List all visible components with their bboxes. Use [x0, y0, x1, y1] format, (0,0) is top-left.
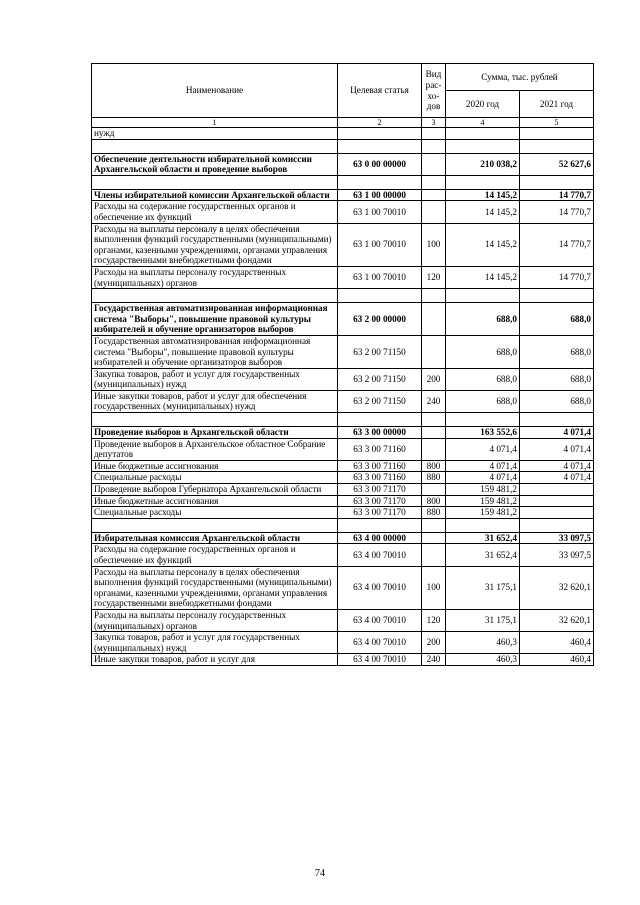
- row-expense-kind: [422, 438, 446, 460]
- row-sum-2020: 31 652,4: [446, 532, 520, 544]
- row-name: Обеспечение деятельности избирательной комиссии Архангельской области и проведение выборов: [92, 153, 338, 175]
- row-expense-kind: [422, 532, 446, 544]
- row-name: Государственная автоматизированная информационная система "Выборы", повышение правовой культуры избирателей и обучение организаторов выборов: [92, 335, 338, 368]
- row-expense-kind: 240: [422, 390, 446, 412]
- row-sum-2020: 159 481,2: [446, 484, 520, 496]
- section-row: [92, 532, 594, 544]
- row-sum-2020: 31 652,4: [446, 544, 520, 566]
- row-sum-2020: 688,0: [446, 303, 520, 336]
- row-sum-2021: 14 770,7: [520, 201, 594, 223]
- table-row: [92, 632, 594, 654]
- row-sum-2020: 31 175,1: [446, 566, 520, 609]
- table-row: [92, 266, 594, 288]
- empty-cell: [520, 518, 594, 532]
- empty-cell: [422, 518, 446, 532]
- empty-cell: [338, 413, 422, 427]
- row-name: Расходы на содержание государственных органов и обеспечение их функций: [92, 201, 338, 223]
- spacer-row: [92, 518, 594, 532]
- row-sum-2021: 52 627,6: [520, 153, 594, 175]
- row-target-article: 63 4 00 00000: [338, 532, 422, 544]
- row-sum-2020: 31 175,1: [446, 609, 520, 631]
- row-sum-2021: [520, 128, 594, 140]
- row-sum-2021: 14 770,7: [520, 266, 594, 288]
- empty-cell: [92, 289, 338, 303]
- spacer-row: [92, 175, 594, 189]
- empty-cell: [422, 175, 446, 189]
- table-row: [92, 368, 594, 390]
- row-expense-kind: 800: [422, 460, 446, 472]
- section-row: [92, 189, 594, 201]
- spacer-row: [92, 139, 594, 153]
- empty-cell: [422, 413, 446, 427]
- row-name: Проведение выборов Губернатора Архангельской области: [92, 484, 338, 496]
- row-target-article: 63 3 00 00000: [338, 427, 422, 439]
- page-number: 74: [315, 868, 325, 879]
- section-row: [92, 427, 594, 439]
- empty-cell: [92, 413, 338, 427]
- row-target-article: 63 3 00 71170: [338, 484, 422, 496]
- table-row: [92, 507, 594, 519]
- row-name: Государственная автоматизированная информационная система "Выборы", повышение правовой культуры избирателей и обучение организаторов выборов: [92, 303, 338, 336]
- table-row: [92, 390, 594, 412]
- row-sum-2021: 33 097,5: [520, 532, 594, 544]
- row-name: Иные закупки товаров, работ и услуг для обеспечения государственных (муниципальных) нужд: [92, 390, 338, 412]
- row-sum-2021: 460,4: [520, 632, 594, 654]
- row-target-article: 63 2 00 71150: [338, 335, 422, 368]
- row-target-article: 63 4 00 70010: [338, 654, 422, 666]
- row-sum-2020: 460,3: [446, 632, 520, 654]
- empty-cell: [92, 175, 338, 189]
- row-name: Закупка товаров, работ и услуг для государственных (муниципальных) нужд: [92, 632, 338, 654]
- table-row: [92, 472, 594, 484]
- row-expense-kind: 200: [422, 632, 446, 654]
- row-sum-2020: 159 481,2: [446, 495, 520, 507]
- row-name: Расходы на выплаты персоналу в целях обеспечения выполнения функций государственными (муниципальными) органами, казенными учреждениями, органами управления государственными внебюджетными фондами: [92, 566, 338, 609]
- column-number: 5: [520, 118, 594, 128]
- header-year-2021: 2021 год: [520, 91, 594, 118]
- row-name: нужд: [92, 128, 338, 140]
- empty-cell: [446, 289, 520, 303]
- row-target-article: 63 2 00 71150: [338, 368, 422, 390]
- row-sum-2021: 4 071,4: [520, 460, 594, 472]
- table-row: [92, 335, 594, 368]
- row-expense-kind: [422, 484, 446, 496]
- row-target-article: 63 3 00 71160: [338, 460, 422, 472]
- row-sum-2021: 460,4: [520, 654, 594, 666]
- row-name: Специальные расходы: [92, 472, 338, 484]
- empty-cell: [92, 518, 338, 532]
- row-target-article: 63 3 00 71160: [338, 438, 422, 460]
- row-expense-kind: 880: [422, 472, 446, 484]
- row-expense-kind: [422, 427, 446, 439]
- row-expense-kind: [422, 153, 446, 175]
- row-sum-2020: 14 145,2: [446, 189, 520, 201]
- row-name: Расходы на выплаты персоналу государственных (муниципальных) органов: [92, 609, 338, 631]
- row-target-article: 63 3 00 71170: [338, 495, 422, 507]
- table-row: [92, 223, 594, 266]
- row-sum-2021: 688,0: [520, 390, 594, 412]
- empty-cell: [446, 518, 520, 532]
- row-expense-kind: 800: [422, 495, 446, 507]
- row-sum-2020: 4 071,4: [446, 472, 520, 484]
- row-name: Проведение выборов в Архангельской области: [92, 427, 338, 439]
- row-sum-2020: 4 071,4: [446, 460, 520, 472]
- row-target-article: 63 2 00 71150: [338, 390, 422, 412]
- empty-cell: [338, 139, 422, 153]
- row-sum-2021: [520, 484, 594, 496]
- row-sum-2020: 14 145,2: [446, 201, 520, 223]
- table-row: [92, 128, 594, 140]
- row-target-article: [338, 128, 422, 140]
- row-sum-2020: 14 145,2: [446, 266, 520, 288]
- table-row: [92, 609, 594, 631]
- table-row: [92, 566, 594, 609]
- row-sum-2020: 460,3: [446, 654, 520, 666]
- row-sum-2021: 4 071,4: [520, 472, 594, 484]
- row-name: Расходы на содержание государственных органов и обеспечение их функций: [92, 544, 338, 566]
- row-sum-2021: 4 071,4: [520, 438, 594, 460]
- row-target-article: 63 0 00 00000: [338, 153, 422, 175]
- row-target-article: 63 3 00 71160: [338, 472, 422, 484]
- header-expense-kind: Вид рас-хо-дов: [422, 64, 446, 118]
- row-expense-kind: [422, 189, 446, 201]
- row-expense-kind: [422, 303, 446, 336]
- empty-cell: [520, 413, 594, 427]
- empty-cell: [422, 139, 446, 153]
- row-sum-2021: 33 097,5: [520, 544, 594, 566]
- row-sum-2020: 159 481,2: [446, 507, 520, 519]
- row-sum-2021: 14 770,7: [520, 223, 594, 266]
- column-number: 3: [422, 118, 446, 128]
- row-name: Расходы на выплаты персоналу государственных (муниципальных) органов: [92, 266, 338, 288]
- table-row: [92, 201, 594, 223]
- row-name: Расходы на выплаты персоналу в целях обеспечения выполнения функций государственными (муниципальными) органами, казенными учреждениями, органами управления государственными внебюджетными фондами: [92, 223, 338, 266]
- empty-cell: [338, 289, 422, 303]
- row-expense-kind: [422, 335, 446, 368]
- empty-cell: [520, 139, 594, 153]
- row-target-article: 63 1 00 00000: [338, 189, 422, 201]
- header-sum: Сумма, тыс. рублей: [446, 64, 594, 91]
- row-sum-2020: 688,0: [446, 390, 520, 412]
- table-row: [92, 484, 594, 496]
- empty-cell: [338, 518, 422, 532]
- table-row: [92, 544, 594, 566]
- row-name: Иные бюджетные ассигнования: [92, 460, 338, 472]
- row-name: Иные закупки товаров, работ и услуг для: [92, 654, 338, 666]
- row-sum-2020: [446, 128, 520, 140]
- row-target-article: 63 1 00 70010: [338, 266, 422, 288]
- empty-cell: [446, 139, 520, 153]
- row-sum-2021: 4 071,4: [520, 427, 594, 439]
- row-target-article: 63 4 00 70010: [338, 566, 422, 609]
- row-sum-2021: [520, 507, 594, 519]
- row-sum-2021: 688,0: [520, 368, 594, 390]
- column-number-row: [92, 118, 594, 128]
- row-name: Иные бюджетные ассигнования: [92, 495, 338, 507]
- row-sum-2021: 32 620,1: [520, 609, 594, 631]
- empty-cell: [520, 289, 594, 303]
- row-expense-kind: 120: [422, 266, 446, 288]
- row-expense-kind: [422, 544, 446, 566]
- empty-cell: [422, 289, 446, 303]
- spacer-row: [92, 413, 594, 427]
- header-year-2020: 2020 год: [446, 91, 520, 118]
- row-sum-2020: 4 071,4: [446, 438, 520, 460]
- row-sum-2020: 688,0: [446, 368, 520, 390]
- row-target-article: 63 3 00 71170: [338, 507, 422, 519]
- row-name: Проведение выборов в Архангельское областное Собрание депутатов: [92, 438, 338, 460]
- row-name: Члены избирательной комиссии Архангельской области: [92, 189, 338, 201]
- row-target-article: 63 1 00 70010: [338, 223, 422, 266]
- row-sum-2020: 210 038,2: [446, 153, 520, 175]
- row-name: Закупка товаров, работ и услуг для государственных (муниципальных) нужд: [92, 368, 338, 390]
- row-expense-kind: 200: [422, 368, 446, 390]
- row-expense-kind: [422, 201, 446, 223]
- section-row: [92, 303, 594, 336]
- row-target-article: 63 4 00 70010: [338, 632, 422, 654]
- row-target-article: 63 4 00 70010: [338, 544, 422, 566]
- row-name: Специальные расходы: [92, 507, 338, 519]
- column-number: 2: [338, 118, 422, 128]
- row-target-article: 63 4 00 70010: [338, 609, 422, 631]
- table-row: [92, 495, 594, 507]
- empty-cell: [520, 175, 594, 189]
- row-sum-2021: [520, 495, 594, 507]
- table-row: [92, 654, 594, 666]
- header-target-article: Целевая статья: [338, 64, 422, 118]
- column-number: 1: [92, 118, 338, 128]
- row-target-article: 63 2 00 00000: [338, 303, 422, 336]
- row-sum-2020: 14 145,2: [446, 223, 520, 266]
- row-name: Избирательная комиссия Архангельской области: [92, 532, 338, 544]
- row-expense-kind: 100: [422, 566, 446, 609]
- row-expense-kind: 120: [422, 609, 446, 631]
- row-expense-kind: 880: [422, 507, 446, 519]
- row-sum-2020: 688,0: [446, 335, 520, 368]
- empty-cell: [446, 413, 520, 427]
- table-row: [92, 460, 594, 472]
- row-expense-kind: [422, 128, 446, 140]
- row-expense-kind: 240: [422, 654, 446, 666]
- row-sum-2021: 14 770,7: [520, 189, 594, 201]
- row-sum-2021: 688,0: [520, 303, 594, 336]
- empty-cell: [338, 175, 422, 189]
- section-row: [92, 153, 594, 175]
- empty-cell: [92, 139, 338, 153]
- empty-cell: [446, 175, 520, 189]
- row-sum-2021: 688,0: [520, 335, 594, 368]
- row-target-article: 63 1 00 70010: [338, 201, 422, 223]
- row-sum-2020: 163 552,6: [446, 427, 520, 439]
- spacer-row: [92, 289, 594, 303]
- table-body: [92, 128, 594, 666]
- column-number: 4: [446, 118, 520, 128]
- header-name: Наименование: [92, 64, 338, 118]
- budget-table: [91, 63, 594, 666]
- table-row: [92, 438, 594, 460]
- row-expense-kind: 100: [422, 223, 446, 266]
- row-sum-2021: 32 620,1: [520, 566, 594, 609]
